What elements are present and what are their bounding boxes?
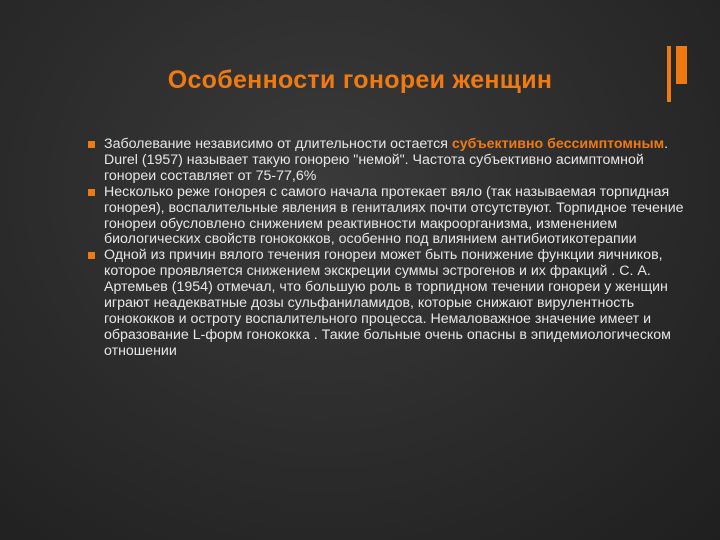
accent-bar-thin bbox=[667, 46, 671, 102]
bullet-item-3 bbox=[86, 248, 686, 359]
slide-content bbox=[86, 137, 686, 360]
square-bullet-icon bbox=[88, 189, 95, 196]
square-bullet-icon bbox=[88, 141, 95, 148]
bullet-1-highlight: субъективно бессимптомным bbox=[451, 136, 665, 152]
bullet-item-2 bbox=[86, 185, 686, 249]
bullet-1-text-before: Заболевание независимо от длительности остается bbox=[104, 136, 452, 152]
bullet-3-text: Одной из причин вялого течения гонореи может быть понижение функции яичников, которое проявляется снижением экскреции суммы эстрогенов и их фракций . С. А. Артемьев (1954) отмечал, что большую роль в торпидном течении гонореи у женщин играют неадекватные дозы сульфаниламидов, которые снижают вирулентность гонококков и остроту воспалительного процесса. Немаловажное значение имеет и образование L-форм гонококка . Такие больные очень опасны в эпидемиологическом отношении bbox=[104, 247, 671, 359]
square-bullet-icon bbox=[88, 252, 95, 259]
bullet-item-1 bbox=[86, 137, 686, 185]
slide-title: Особенности гонореи женщин bbox=[167, 66, 553, 94]
bullet-1-text-after: . Durel (1957) называет такую гонорею "немой". Частота субъективно асимптомной гонореи составляет от 75-77,6% bbox=[104, 136, 669, 184]
bullet-2-text: Несколько реже гонорея с самого начала протекает вяло (так называемая торпидная гонорея), воспалительные явления в гениталиях почти отсутствуют. Торпидное течение гонореи обусловлено снижением реактивности макроорганизма, изменением биологических свойств гонококков, особенно под влиянием антибиотикотерапии bbox=[104, 183, 684, 248]
accent-bar-thick bbox=[676, 46, 687, 84]
